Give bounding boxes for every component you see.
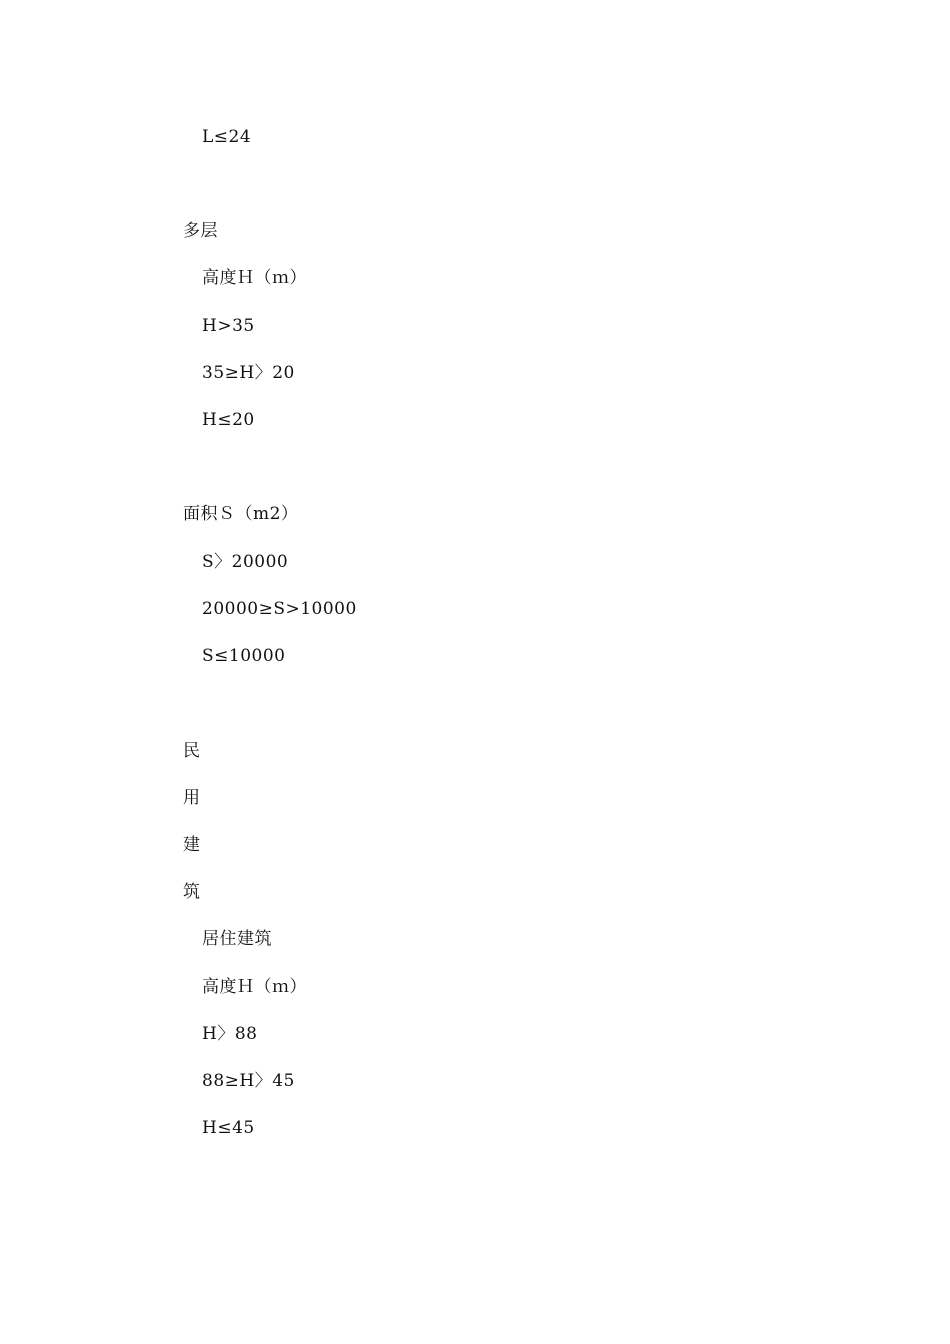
height-range: H>35 (202, 316, 255, 336)
civil-heading-char: 筑 (183, 882, 201, 902)
area-range: 20000≥S>10000 (202, 599, 357, 619)
height-label: 高度Ｈ（ｍ） (202, 268, 307, 288)
area-range: S〉20000 (202, 552, 289, 572)
civil-heading-char: 民 (183, 741, 201, 761)
civil-heading-char: 用 (183, 788, 201, 808)
height-range: 35≥H〉20 (202, 363, 295, 383)
height-range: 88≥H〉45 (202, 1071, 295, 1091)
multistory-heading: 多层 (183, 221, 218, 241)
height-range: H≤45 (202, 1118, 255, 1138)
length-range: L≤24 (202, 127, 252, 147)
height-label: 高度Ｈ（ｍ） (202, 977, 307, 997)
height-range: H≤20 (202, 410, 255, 430)
residential-category: 居住建筑 (202, 929, 272, 949)
civil-heading-char: 建 (183, 835, 201, 855)
area-heading: 面积Ｓ（m2） (183, 504, 299, 524)
height-range: H〉88 (202, 1024, 258, 1044)
area-range: S≤10000 (202, 646, 286, 666)
